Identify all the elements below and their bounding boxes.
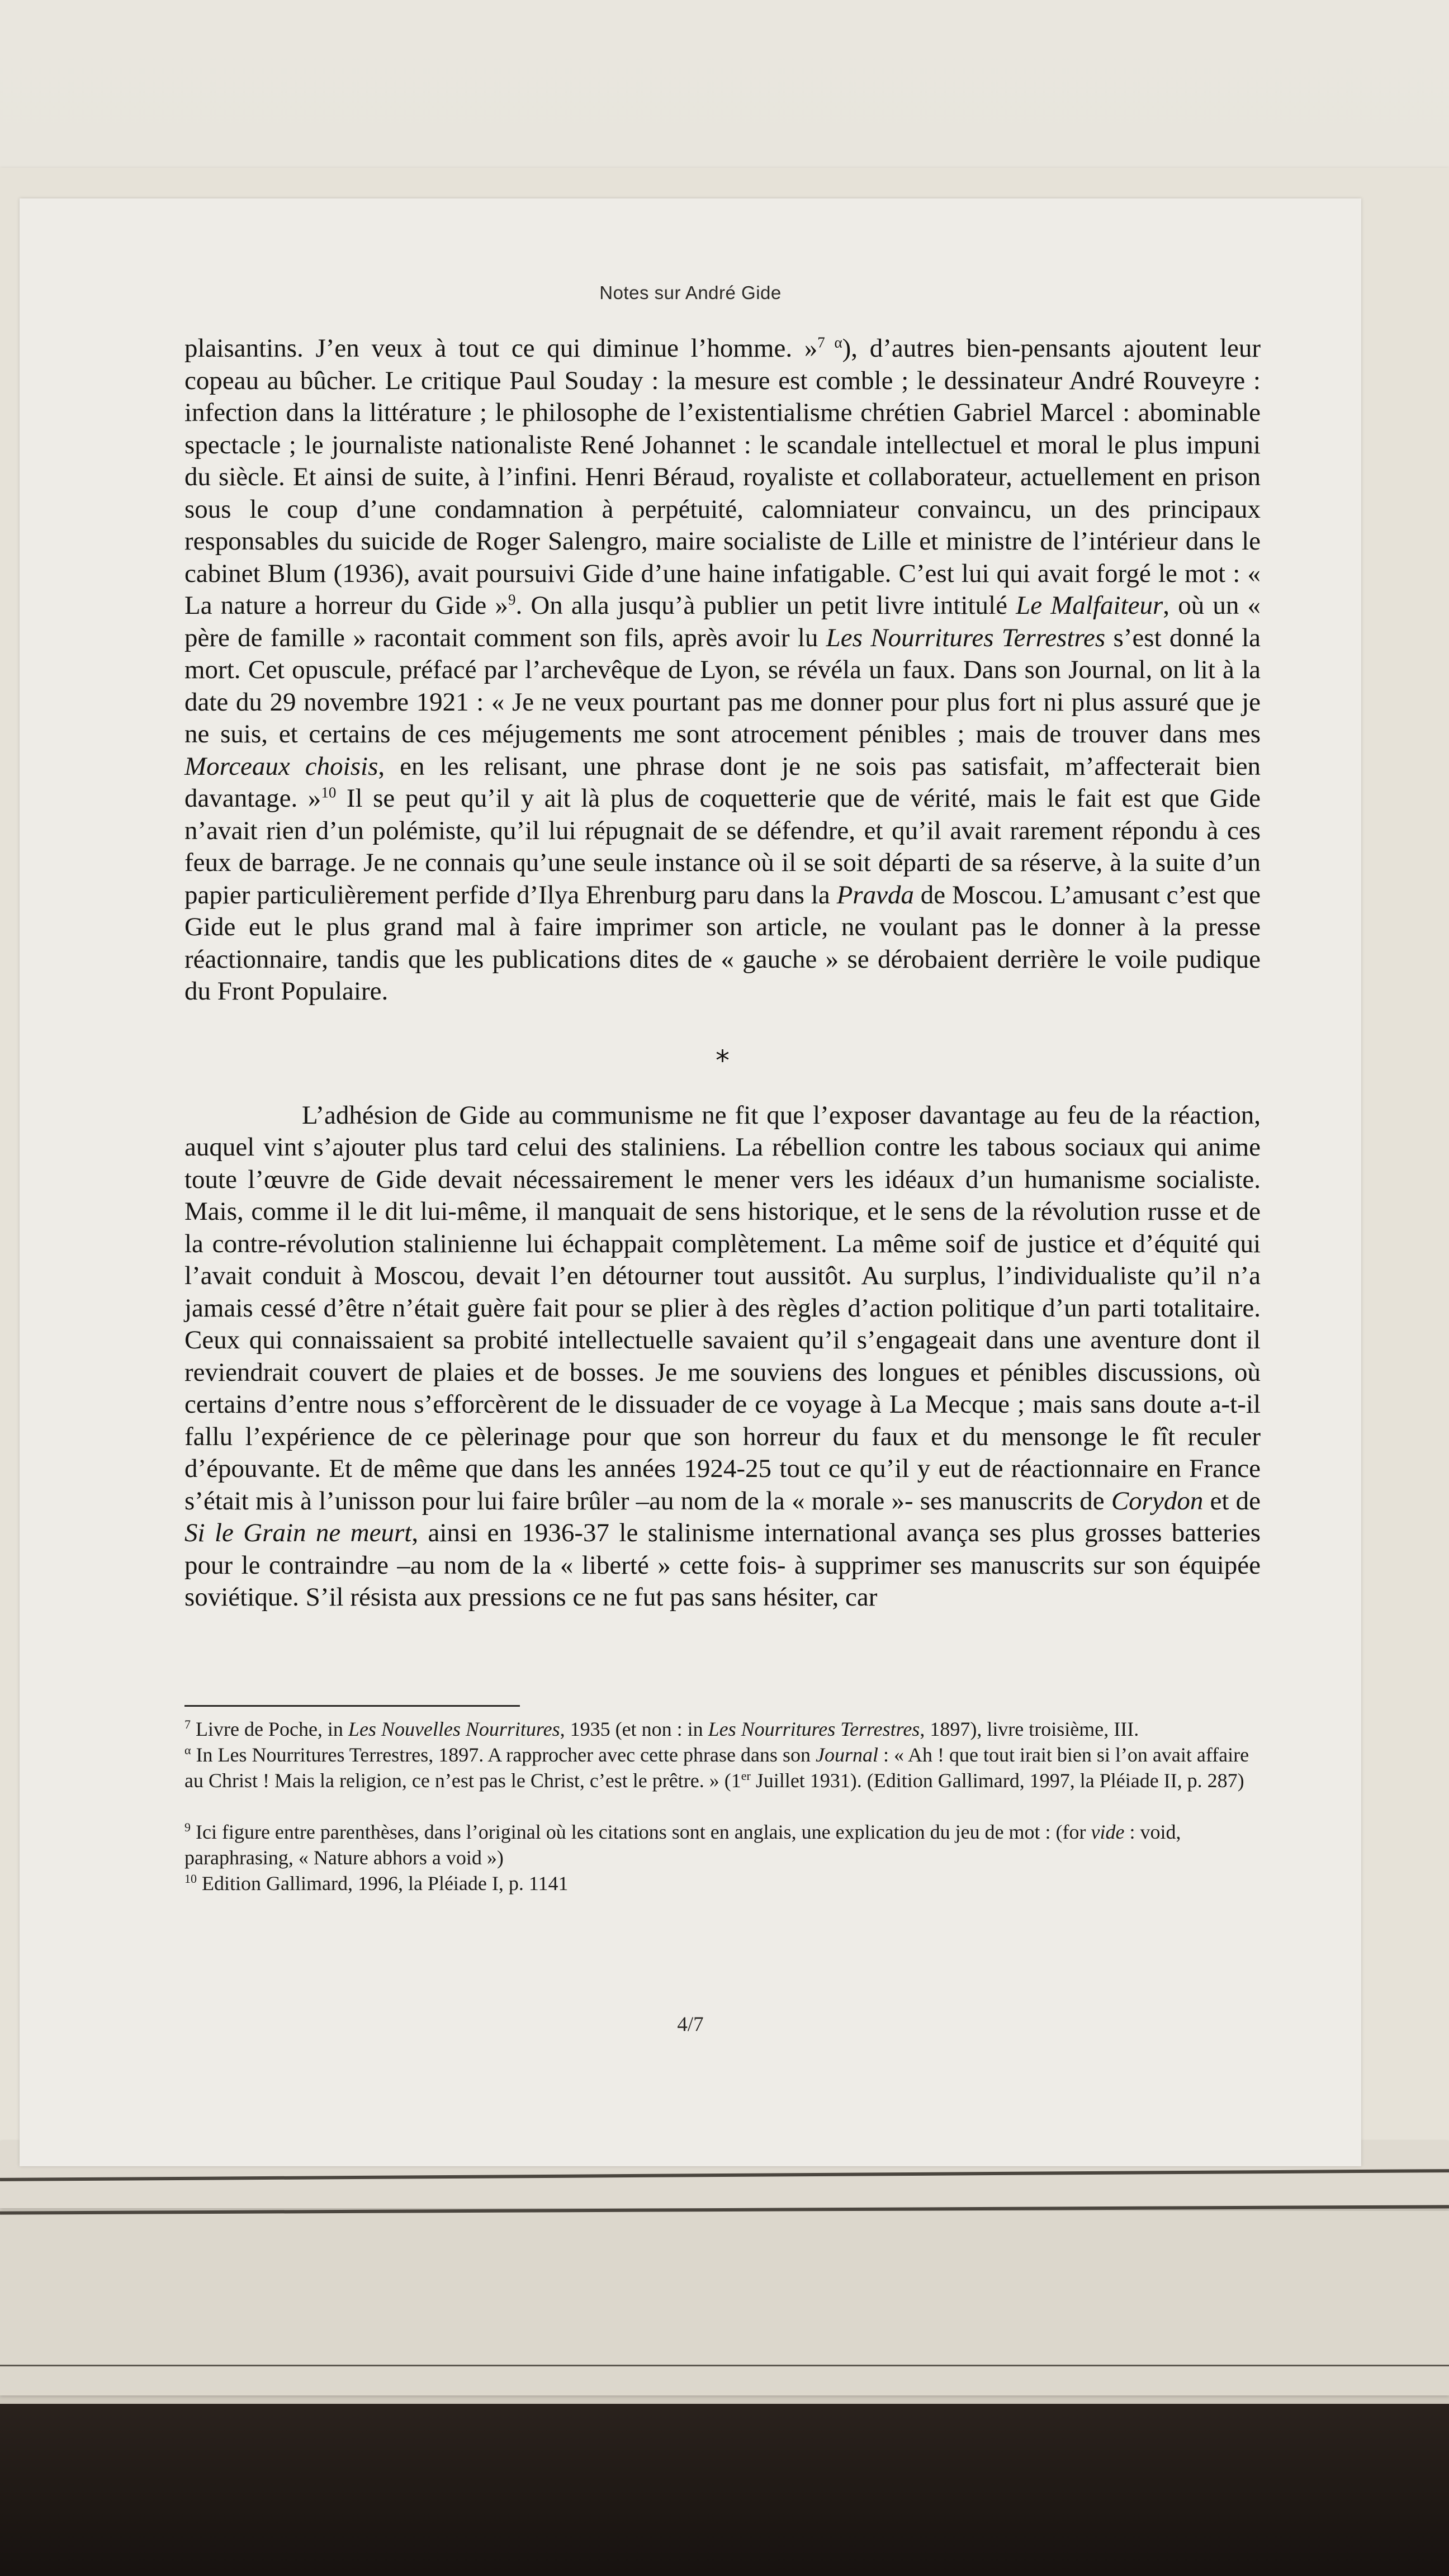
- page-number: 4/7: [677, 2013, 704, 2036]
- dark-table-surface: [0, 2404, 1449, 2576]
- body-text: [184, 333, 1261, 1614]
- footnote-10: $^{10}$ Edition Gallimard, 1996, la Pléiade I, p. 1141: [184, 1872, 569, 1895]
- footnote-ref: 9: [508, 591, 516, 608]
- footnote-ref: 7 α: [817, 334, 842, 351]
- section-separator: ⁎: [716, 1036, 730, 1068]
- footnote-ref: 10: [321, 784, 337, 801]
- paper-sheet-bottom: [0, 2211, 1449, 2395]
- document-page: [20, 198, 1361, 2166]
- footnote-7: $^7$ Livre de Poche, in Les Nouvelles Nourritures, 1935 (et non : in Les Nourritures Terrestres, 1897), livre troisième, III.: [184, 1717, 1139, 1740]
- paper-edge-shadow: [0, 2365, 1449, 2366]
- footnotes: [184, 1716, 1261, 1896]
- footnote-divider: [184, 1705, 520, 1707]
- footnote-alpha: $^\alpha$ In Les Nourritures Terrestres, 1897. A rapprocher avec cette phrase dans son Journal : « Ah ! que tout irait bien si l’on avait affaire au Christ ! Mais la religion, ce n’est pas le Christ, c’est le prêtre. » (1er Juillet 1931). (Edition Gallimard, 1997, la Pléiade II, p. 287): [184, 1743, 1249, 1792]
- paragraph-1: plaisantins. J’en veux à tout ce qui diminue l’homme. »$^{7 \alpha}$), d’autres bien-pensants ajoutent leur copeau au bûcher. Le critique Paul Souday : la mesure est comble ; le dessinateur André Rouveyre : infection dans la littérature ; le philosophe de l’existentialisme chrétien Gabriel Marcel : abominable spectacle ; le journaliste nationaliste René Johannet : le scandale intellectuel et moral le plus impuni du siècle. Et ainsi de suite, à l’infini. Henri Béraud, royaliste et collaborateur, actuellement en prison sous le coup d’une condamnation à perpétuité, calomniateur convaincu, un des principaux responsables du suicide de Roger Salengro, maire socialiste de Lille et ministre de l’intérieur dans le cabinet Blum (1936), avait poursuivi Gide d’une haine infatigable. C’est lui qui avait forgé le mot : « La nature a horreur du Gide »$^9$. On alla jusqu’à publier un petit livre intitulé Le Malfaiteur, où un « père de famille » racontait comment son fils, après avoir lu Les Nourritures Terrestres s’est donné la mort. Cet opuscule, préfacé par l’archevêque de Lyon, se révéla un faux. Dans son Journal, on lit à la date du 29 novembre 1921 : « Je ne veux pourtant pas me donner pour plus fort ni plus assuré que je ne suis, et certains de ces méjugements me sont atrocement pénibles ; mais de trouver dans mes Morceaux choisis, en les relisant, une phrase dont je ne sois pas satisfait, m’affecterait bien davantage. »$^{10}$ Il se peut qu’il y ait là plus de coquetterie que de vérité, mais le fait est que Gide n’avait rien d’un polémiste, qu’il lui répugnait de se défendre, et qu’il avait rarement répondu à ces feux de barrage. Je ne connais qu’une seule instance où il se soit départi de sa réserve, à la suite d’un papier particulièrement perfide d’Ilya Ehrenburg paru dans la Pravda de Moscou. L’amusant c’est que Gide eut le plus grand mal à faire imprimer son article, ne voulant pas le donner à la presse réactionnaire, tandis que les publications dites de « gauche » se dérobaient derrière le voile pudique du Front Populaire.: [184, 334, 1261, 1006]
- running-header: Notes sur André Gide: [599, 282, 782, 303]
- footnote-9: $^9$ Ici figure entre parenthèses, dans l’original où les citations sont en anglais, une explication du jeu de mot : (for vide : void, paraphrasing, « Nature abhors a void »): [184, 1820, 1181, 1869]
- paragraph-2: L’adhésion de Gide au communisme ne fit que l’exposer davantage au feu de la réaction, auquel vint s’ajouter plus tard celui des staliniens. La rébellion contre les tabous sociaux qui anime toute l’œuvre de Gide devait nécessairement le mener vers les idéaux d’un humanisme socialiste. Mais, comme il le dit lui-même, il manquait de sens historique, et le sens de la révolution russe et de la contre-révolution stalinienne lui échappait complètement. La même soif de justice et d’équité qui l’avait conduit à Moscou, devait l’en détourner tout aussitôt. Au surplus, l’individualiste qu’il n’a jamais cessé d’être n’était guère fait pour se plier à des règles d’action politique d’un parti totalitaire. Ceux qui connaissaient sa probité intellectuelle savaient qu’il s’engageait dans une aventure dont il reviendrait couvert de plaies et de bosses. Je me souviens des longues et pénibles discussions, où certains d’entre nous s’efforcèrent de le dissuader de ce voyage à La Mecque ; mais sans doute a-t-il fallu l’expérience de ce pèlerinage pour que son horreur du faux et du mensonge le fît reculer d’épouvante. Et de même que dans les années 1924-25 tout ce qu’il y eut de réactionnaire en France s’était mis à l’unisson pour lui faire brûler –au nom de la « morale »- ses manuscrits de Corydon et de Si le Grain ne meurt, ainsi en 1936-37 le stalinisme international avança ses plus grosses batteries pour le contraindre –au nom de la « liberté » cette fois- à supprimer ses manuscrits sur son équipée soviétique. S’il résista aux pressions ce ne fut pas sans hésiter, car: [184, 1100, 1261, 1612]
